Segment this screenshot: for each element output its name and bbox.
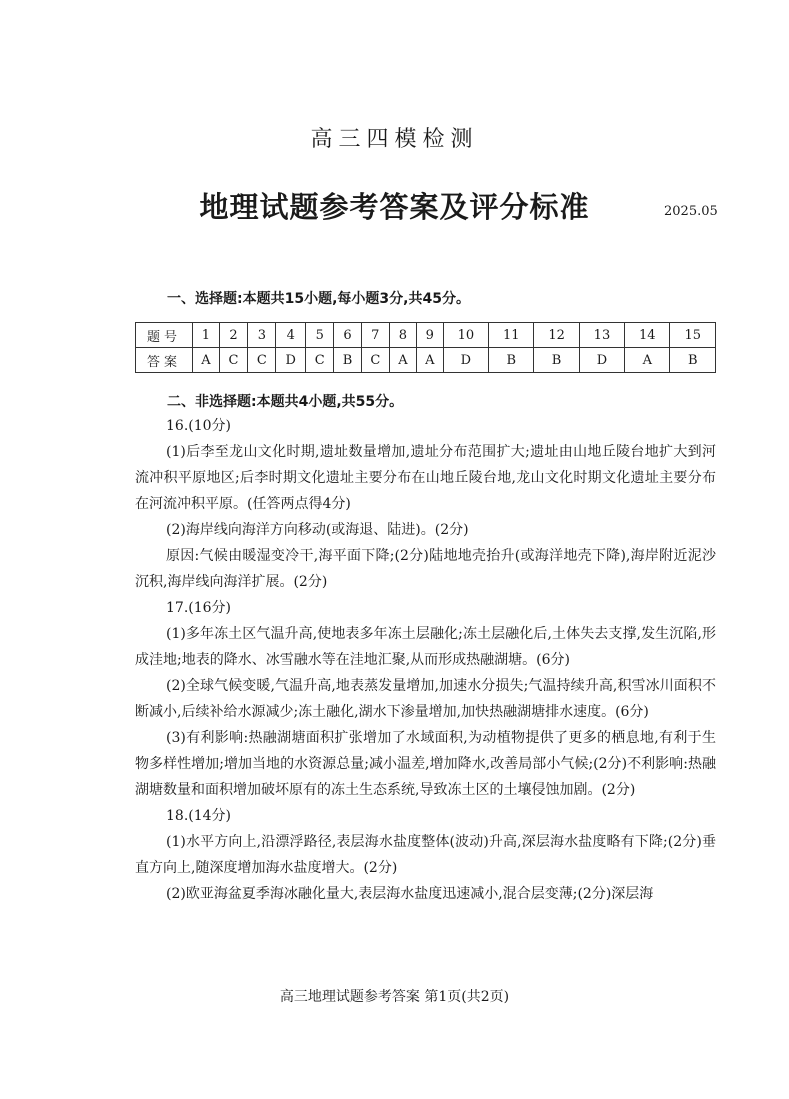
choice-answer-table	[135, 322, 716, 373]
section-1-heading: 一、选择题:本题共15小题,每小题3分,共45分。	[167, 291, 470, 307]
answer-paragraph: (2)欧亚海盆夏季海冰融化量大,表层海水盐度迅速减小,混合层变薄;(2分)深层海	[166, 886, 654, 902]
question-heading: 18.(14分)	[166, 808, 232, 824]
section-2-heading: 二、非选择题:本题共4小题,共55分。	[167, 394, 404, 410]
answer-cell: B	[534, 348, 579, 373]
answer-paragraph: (2)海岸线向海洋方向移动(或海退、陆进)。(2分)	[166, 522, 469, 538]
question-number-cell: 11	[489, 323, 534, 348]
answer-cell: C	[361, 348, 389, 373]
question-number-cell: 7	[361, 323, 389, 348]
answer-paragraph: (1)多年冻土区气温升高,使地表多年冻土层融化;冻土层融化后,土体失去支撑,发生沉陷,形成洼地;地表的降水、冰雪融水等在洼地汇聚,从而形成热融湖塘。(6分)	[135, 626, 716, 668]
question-number-cell: 13	[579, 323, 624, 348]
answer-cell: A	[193, 348, 220, 373]
document-title: 地理试题参考答案及评分标准	[199, 190, 590, 224]
question-number-cell: 4	[276, 323, 306, 348]
answer-cell: A	[389, 348, 416, 373]
answer-cell: C	[219, 348, 247, 373]
document-date: 2025.05	[664, 204, 718, 219]
exam-subtitle: 高三四模检测	[310, 127, 479, 152]
answer-cell: D	[443, 348, 488, 373]
question-heading: 16.(10分)	[166, 418, 232, 434]
page-footer: 高三地理试题参考答案 第1页(共2页)	[279, 989, 510, 1005]
question-number-cell: 3	[248, 323, 276, 348]
question-number-cell: 6	[334, 323, 361, 348]
answer-cell: B	[489, 348, 534, 373]
question-number-cell: 14	[625, 323, 670, 348]
question-number-cell: 9	[416, 323, 443, 348]
answer-cell: B	[670, 348, 716, 373]
question-number-cell: 8	[389, 323, 416, 348]
section-2-body	[135, 413, 716, 907]
answer-cell: B	[334, 348, 361, 373]
question-number-label: 题号	[136, 323, 193, 348]
question-number-cell: 2	[219, 323, 247, 348]
question-number-cell: 5	[306, 323, 334, 348]
answer-cell: C	[306, 348, 334, 373]
question-number-row	[136, 323, 716, 348]
answer-paragraph: (3)有利影响:热融湖塘面积扩张增加了水域面积,为动植物提供了更多的栖息地,有利于生物多样性增加;增加当地的水资源总量;减小温差,增加降水,改善局部小气候;(2分)不利影响:热融湖塘数量和面积增加破坏原有的冻土生态系统,导致冻土区的土壤侵蚀加剧。(2分)	[135, 730, 716, 798]
answer-cell: A	[625, 348, 670, 373]
question-number-cell: 12	[534, 323, 579, 348]
question-number-cell: 15	[670, 323, 716, 348]
question-number-cell: 10	[443, 323, 488, 348]
answer-paragraph: (1)水平方向上,沿漂浮路径,表层海水盐度整体(波动)升高,深层海水盐度略有下降;(2分)垂直方向上,随深度增加海水盐度增大。(2分)	[135, 834, 716, 876]
answer-paragraph: (1)后李至龙山文化时期,遗址数量增加,遗址分布范围扩大;遗址由山地丘陵台地扩大到河流冲积平原地区;后李时期文化遗址主要分布在山地丘陵台地,龙山文化时期文化遗址主要分布在河流冲积平原。(任答两点得4分)	[135, 444, 716, 512]
answer-paragraph: (2)全球气候变暖,气温升高,地表蒸发量增加,加速水分损失;气温持续升高,积雪冰川面积不断减小,后续补给水源减少;冻土融化,湖水下渗量增加,加快热融湖塘排水速度。(6分)	[135, 678, 716, 720]
answer-cell: D	[276, 348, 306, 373]
answer-label: 答案	[136, 348, 193, 373]
question-heading: 17.(16分)	[166, 600, 232, 616]
answer-cell: A	[416, 348, 443, 373]
answer-paragraph: 原因:气候由暖湿变冷干,海平面下降;(2分)陆地地壳抬升(或海洋地壳下降),海岸附近泥沙沉积,海岸线向海洋扩展。(2分)	[135, 548, 716, 590]
answer-cell: C	[248, 348, 276, 373]
answer-cell: D	[579, 348, 624, 373]
answer-row	[136, 348, 716, 373]
question-number-cell: 1	[193, 323, 220, 348]
